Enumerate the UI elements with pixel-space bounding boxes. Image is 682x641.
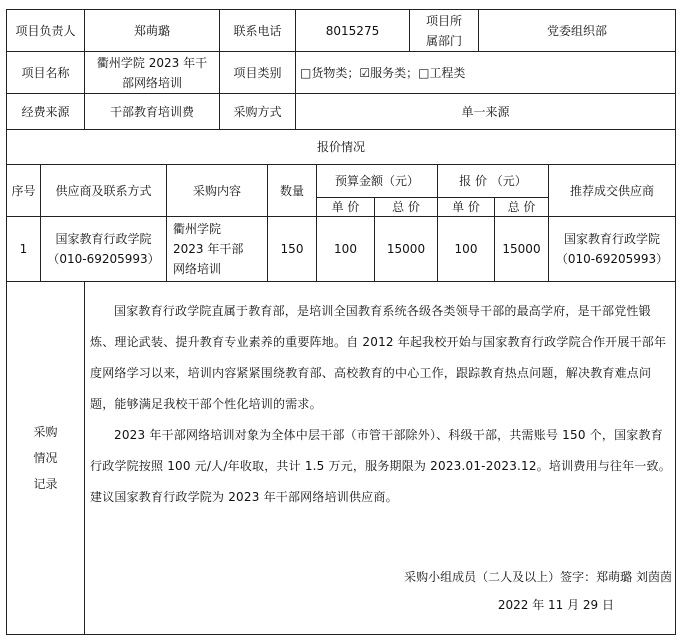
header-recommended: 推荐成交供应商 [569, 183, 654, 198]
row-offer-unit: 100 [454, 242, 478, 256]
content-line: 衢州学院 [173, 222, 222, 236]
dept-label-line: 项目所 [425, 13, 462, 28]
header-seq: 序号 [11, 183, 36, 198]
grid-line [84, 281, 85, 635]
phone-value: 8015275 [325, 23, 380, 38]
category-options: □货物类；☑服务类；□工程类 [300, 65, 466, 80]
row-supplier [41, 217, 166, 281]
row-offer-total: 15000 [502, 242, 541, 256]
leader-label: 项目负责人 [15, 23, 76, 38]
record-body [90, 296, 672, 513]
funding-value: 干部教育培训费 [109, 104, 194, 119]
funding-label: 经费来源 [21, 104, 70, 119]
record-paragraph: 2023 年干部网络培训对象为全体中层干部（市管干部除外）、科级干部，共需账号 150 个，国家教育行政学院按照 100 元/人/年收取，共计 1.5 万元，服务期限为 2023.01-2023.12。培训费用与往年一致。建议国家教育行政学院为 2023 年干部网络培训供应商。 [90, 428, 671, 504]
row-content [167, 217, 267, 281]
row-seq: 1 [19, 242, 28, 256]
row-budget-unit: 100 [334, 242, 357, 256]
record-label-line: 采购 [33, 425, 58, 439]
project-name-label: 项目名称 [21, 65, 70, 80]
content-line: 2023 年干部 [173, 242, 244, 256]
grid-line [6, 281, 676, 282]
leader-value: 郑萌璐 [133, 23, 170, 38]
header-supplier: 供应商及联系方式 [55, 183, 152, 198]
project-name-line: 部网络培训 [121, 75, 182, 90]
dept-label [410, 10, 478, 51]
quote-section-title: 报价情况 [316, 140, 365, 154]
header-budget-unit: 单 价 [331, 200, 360, 214]
header-content: 采购内容 [192, 183, 241, 198]
grid-line [6, 634, 676, 635]
row-budget-total: 15000 [386, 242, 426, 256]
method-value: 单一来源 [461, 104, 510, 119]
header-offer-total: 总 价 [507, 200, 536, 214]
category-label: 项目类别 [233, 65, 282, 80]
record-label-line: 记录 [33, 477, 58, 491]
header-budget-total: 总 价 [392, 200, 420, 214]
phone-label: 联系电话 [233, 23, 282, 38]
header-offer-unit: 单 价 [452, 200, 480, 214]
content-line: 网络培训 [173, 262, 222, 276]
signature-line: 采购小组成员（二人及以上）签字：郑萌璐 刘茵茵 [404, 570, 672, 584]
supplier-line: 国家教育行政学院 [55, 232, 152, 246]
record-label [7, 282, 84, 634]
record-paragraph: 国家教育行政学院直属于教育部，是培训全国教育系统各级各类领导干部的最高学府，是干部党性锻炼、理论武装、提升教育专业素养的重要阵地。自 2012 年起我校开始与国家教育行政学院合作开展干部年度网络学习以来，培训内容紧紧围绕教育部、高校教育的中心工作，跟踪教育热点问题，解决教育难点问题，能够满足我校干部个性化培训的需求。 [90, 304, 667, 411]
project-name-value [85, 52, 219, 93]
header-offer: 报 价 （元） [459, 174, 527, 188]
row-qty: 150 [280, 242, 304, 256]
header-qty: 数量 [279, 183, 304, 198]
record-label-line: 情况 [33, 451, 58, 465]
project-name-line: 衢州学院 2023 年干 [96, 55, 208, 70]
supplier-line: （010-69205993） [47, 252, 160, 266]
row-recommended [549, 217, 675, 281]
header-budget: 预算金额（元） [334, 174, 419, 188]
recommended-line: 国家教育行政学院 [563, 232, 660, 246]
grid-line [675, 9, 676, 635]
dept-value: 党委组织部 [546, 23, 607, 38]
recommended-line: （010-69205993） [555, 252, 669, 266]
method-label: 采购方式 [233, 104, 282, 119]
record-date: 2022 年 11 月 29 日 [497, 598, 614, 612]
dept-label-line: 属部门 [425, 33, 462, 48]
